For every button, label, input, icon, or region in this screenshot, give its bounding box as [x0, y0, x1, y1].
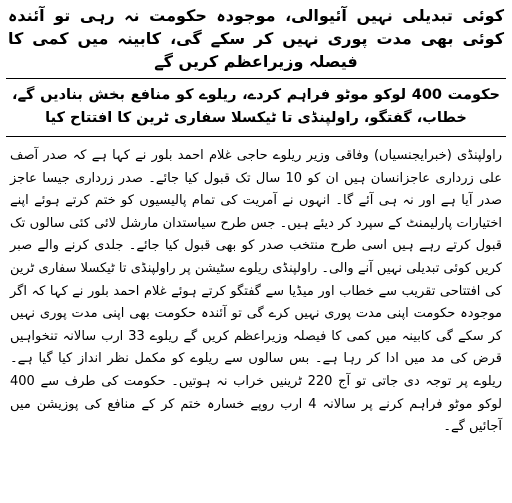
- article-body: راولپنڈی (خبرایجنسیاں) وفاقی وزیر ریلوے حاجی غلام احمد بلور نے کہا ہے کہ صدر آصف علی زرداری عاجزانسان ہیں ان کو 10 سال تک قبول کیا جائے۔ صدر زرداری جیسا عاجز صدر آیا ہے اور نہ ہی آئے گا۔ انہوں نے آمریت کی تمام پالیسیوں کو ختم کرتے ہوئے اپنے اختیارات پارلیمنٹ کے سپرد کر دیئے ہیں۔ جس طرح سیاستدان مارشل لائی کئی سالوں تک قبول کرتے رہے ہیں اسی طرح منتخب صدر کو بھی قبول کیا جائے۔ جلدی کرنے والے صبر کریں کوئی تبدیلی نہیں آنے والی۔ راولپنڈی ریلوے سٹیشن پر راولپنڈی تا ٹیکسلا سفاری ٹرین کی افتتاحی تقریب سے خطاب اور میڈیا سے گفتگو کرتے ہوئے غلام احمد بلور نے کہا کہ اگر موجودہ حکومت اپنی مدت پوری نہیں کرے گی تو آئندہ حکومت بھی اپنی مدت پوری نہیں کر سکے گی کابینہ میں کمی کا فیصلہ وزیراعظم کریں گے ریلوے 33 ارب سالانہ تنخواہیں قرض کی مد میں ادا کر رہا ہے۔ بس سالوں سے ریلوے کو مکمل نظر انداز کیا گیا ہے۔ ریلوے پر توجہ دی جاتی تو آج 220 ٹرینیں خراب نہ ہوتیں۔ حکومت کی طرف سے 400 لوکو موٹو فراہم کرنے پر سالانہ 4 ارب روپے خسارہ ختم کر کے منافع کی پوزیشن میں آجائیں گے۔: [10, 148, 502, 435]
- headline: کوئی تبدیلی نہیں آئیوالی، موجودہ حکومت نہ رہی تو آئندہ کوئی بھی مدت پوری نہیں کر سکے گی، کابینہ میں کمی کا فیصلہ وزیراعظم کریں گے: [6, 4, 506, 79]
- subheadline: حکومت 400 لوکو موٹو فراہم کردے، ریلوے کو منافع بخش بنادیں گے، خطاب، گفتگو، راولپنڈی تا ٹیکسلا سفاری ٹرین کا افتتاح کیا: [6, 79, 506, 137]
